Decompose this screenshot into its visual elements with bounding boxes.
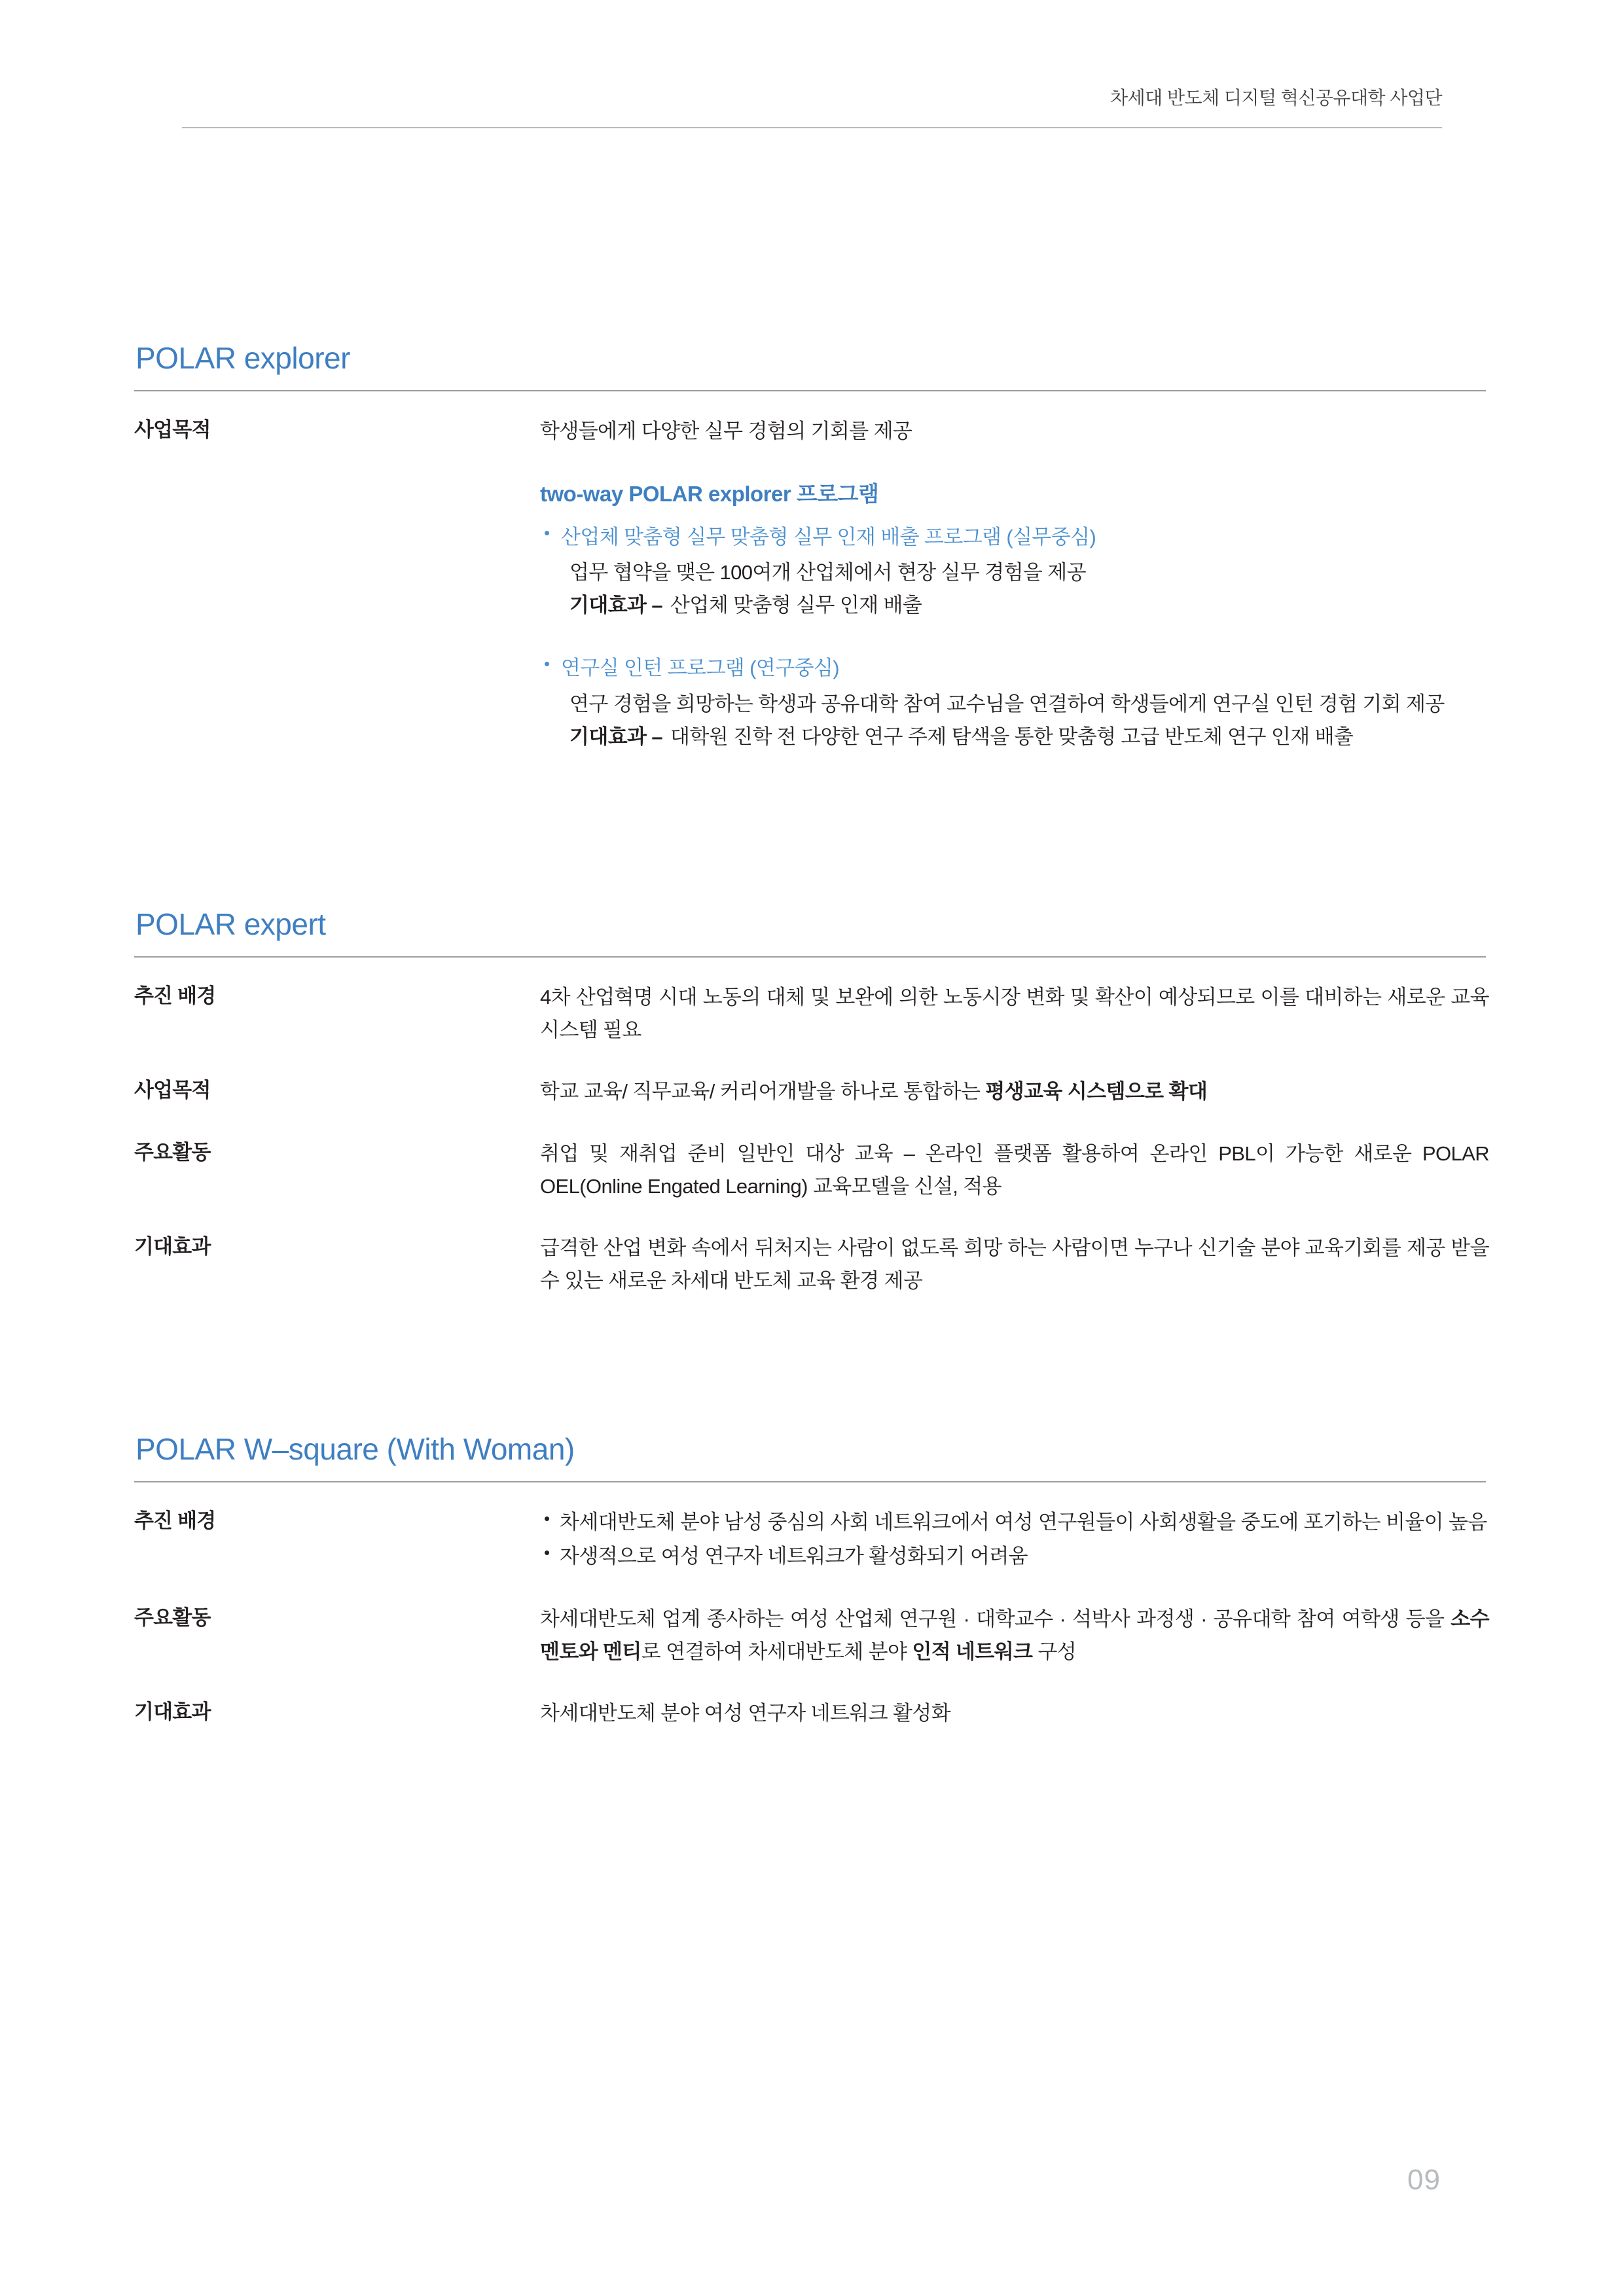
row-body — [540, 1697, 1489, 1730]
program-block-effect — [540, 721, 1489, 753]
row-label: 주요활동 — [134, 1605, 211, 1629]
program-block-heading: • 산업체 맞춤형 실무 맞춤형 실무 인재 배출 프로그램 (실무중심) — [540, 521, 1489, 554]
row-text-plain: 학교 교육/ 직무교육/ 커리어개발을 하나로 통합하는 — [540, 1080, 986, 1103]
section-polar-explorer — [134, 340, 1489, 753]
program-block-heading: • 연구실 인턴 프로그램 (연구중심) — [540, 652, 1489, 685]
section-title: POLAR W–square (With Woman) — [135, 1431, 575, 1466]
program-title: two-way POLAR explorer 프로그램 — [540, 482, 879, 507]
row-text: 4차 산업혁명 시대 노동의 대체 및 보완에 의한 노동시장 변화 및 확산이 예상되므로 이를 대비하는 새로운 교육 시스템 필요 — [540, 985, 1489, 1042]
effect-label: 기대효과 – — [569, 594, 663, 617]
row-text-emphasis: 평생교육 시스템으로 확대 — [985, 1080, 1208, 1103]
row-body — [540, 1603, 1489, 1668]
table-row — [134, 415, 1489, 448]
row-text: 급격한 산업 변화 속에서 뒤처지는 사람이 없도록 희망 하는 사람이면 누구나 신기술 분야 교육기회를 제공 받을 수 있는 새로운 차세대 반도체 교육 환경 제공 — [540, 1236, 1489, 1293]
bullet-list — [540, 1506, 1489, 1573]
row-body — [540, 1232, 1489, 1297]
table-row — [134, 1075, 1489, 1108]
program-block — [540, 652, 1489, 753]
row-body — [540, 1075, 1489, 1108]
table-row — [134, 1603, 1489, 1668]
row-label: 사업목적 — [134, 418, 211, 441]
row-label: 추진 배경 — [134, 1509, 216, 1532]
table-row — [134, 981, 1489, 1047]
table-row — [134, 1697, 1489, 1730]
section-title: POLAR expert — [135, 906, 326, 941]
program-block-detail: 업무 협약을 맺은 100여개 산업체에서 현장 실무 경험을 제공 — [569, 560, 1086, 584]
section-polar-expert — [134, 906, 1489, 1298]
program-row — [134, 476, 1489, 753]
row-label: 사업목적 — [134, 1079, 211, 1102]
section-polar-wsquare — [134, 1431, 1489, 1731]
row-body — [540, 1138, 1489, 1203]
section-spacer — [134, 1327, 1489, 1431]
row-text — [540, 1075, 1489, 1108]
header-title: 차세대 반도체 디지털 혁신공유대학 사업단 — [1110, 88, 1442, 108]
row-body — [540, 415, 1489, 448]
row-text — [540, 1603, 1489, 1668]
page-header — [182, 84, 1442, 128]
effect-text: 대학원 진학 전 다양한 연구 주제 탐색을 통한 맞춤형 고급 반도체 연구 인재 배출 — [670, 725, 1354, 748]
section-rows — [134, 391, 1489, 753]
row-text: 학생들에게 다양한 실무 경험의 기회를 제공 — [540, 420, 912, 442]
document-content — [134, 340, 1489, 1759]
row-label: 기대효과 — [134, 1235, 211, 1259]
row-body — [540, 1506, 1489, 1574]
list-item: • 차세대반도체 분야 남성 중심의 사회 네트워크에서 여성 연구원들이 사회생활을 중도에 포기하는 비율이 높음 — [540, 1506, 1489, 1539]
table-row — [134, 1506, 1489, 1574]
page-number: 09 — [1407, 2164, 1441, 2196]
row-text-plain: 구성 — [1032, 1640, 1077, 1664]
row-label: 기대효과 — [134, 1700, 211, 1724]
program-block-detail: 연구 경험을 희망하는 학생과 공유대학 참여 교수님을 연결하여 학생들에게 연구실 인턴 경험 기회 제공 — [569, 692, 1445, 715]
table-row — [134, 1138, 1489, 1203]
row-text-plain: 로 연결하여 차세대반도체 분야 — [641, 1640, 912, 1664]
row-text-plain: 차세대반도체 업계 종사하는 여성 산업체 연구원 · 대학교수 · 석박사 과정생 · 공유대학 참여 여학생 등을 — [540, 1607, 1451, 1630]
row-text: 취업 및 재취업 준비 일반인 대상 교육 – 온라인 플랫폼 활용하여 온라인 PBL이 가능한 새로운 POLAR OEL(Online Engated Learning) 교육모델을 신설, 적용 — [540, 1141, 1489, 1198]
row-label: 추진 배경 — [134, 984, 216, 1007]
row-label: 주요활동 — [134, 1140, 211, 1164]
effect-text: 산업체 맞춤형 실무 인재 배출 — [670, 594, 922, 617]
section-rows — [134, 1482, 1489, 1731]
row-text-emphasis: 인적 네트워크 — [912, 1640, 1033, 1664]
program-block — [540, 521, 1489, 622]
section-spacer — [134, 782, 1489, 906]
row-text: 차세대반도체 분야 여성 연구자 네트워크 활성화 — [540, 1702, 950, 1725]
program-block-effect — [540, 589, 1489, 622]
row-text-emphasis: 소수 멘토와 멘티 — [540, 1607, 1489, 1664]
header-divider — [182, 127, 1442, 128]
table-row — [134, 1232, 1489, 1297]
row-body — [540, 981, 1489, 1047]
list-item: • 자생적으로 여성 연구자 네트워크가 활성화되기 어려움 — [540, 1540, 1489, 1573]
effect-label: 기대효과 – — [569, 725, 663, 748]
program-body — [540, 476, 1489, 753]
section-title: POLAR explorer — [135, 341, 350, 375]
section-rows — [134, 958, 1489, 1298]
